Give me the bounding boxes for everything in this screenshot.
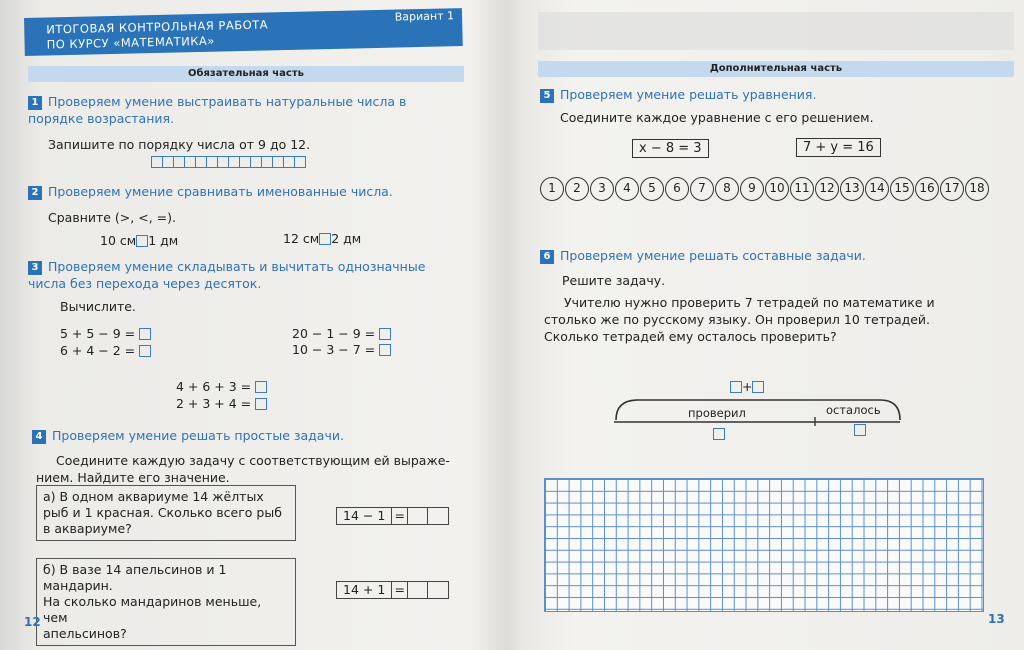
task-number: 4 xyxy=(32,430,46,444)
label-checked: проверил xyxy=(688,406,746,420)
compare-left-value: 12 см xyxy=(283,231,320,246)
task2-compare-1 xyxy=(100,232,178,249)
answer-box[interactable] xyxy=(752,381,764,393)
answer-cell[interactable] xyxy=(428,582,448,598)
number-circle[interactable]: 1 xyxy=(540,177,564,201)
task6-problem xyxy=(544,294,984,345)
expression-card-1[interactable] xyxy=(336,507,449,525)
compare-right-value: 2 дм xyxy=(331,231,362,246)
label-remaining: осталось xyxy=(826,403,881,417)
task6-heading-text: Проверяем умение решать составные задачи. xyxy=(560,248,866,263)
title-line-1: ИТОГОВАЯ КОНТРОЛЬНАЯ РАБОТА xyxy=(46,17,269,37)
task3-example-1 xyxy=(60,325,151,342)
task-number: 2 xyxy=(28,186,42,200)
number-circles xyxy=(540,177,989,201)
answer-cell[interactable] xyxy=(428,508,448,524)
number-circle[interactable]: 4 xyxy=(615,177,639,201)
answer-box[interactable] xyxy=(319,233,331,245)
number-circle[interactable]: 3 xyxy=(590,177,614,201)
task3-instruction: Вычислите. xyxy=(60,299,136,314)
task3-example-6 xyxy=(176,395,267,412)
compare-left-value: 10 см xyxy=(100,233,137,248)
task1-heading-text-b: порядке возрастания. xyxy=(28,111,174,126)
equation-card-2[interactable]: 7 + y = 16 xyxy=(796,138,881,157)
scheme-sum xyxy=(730,378,764,395)
task1-answer-cells[interactable] xyxy=(152,156,306,168)
expression: 10 − 3 − 7 = xyxy=(292,342,376,357)
answer-box[interactable] xyxy=(139,345,151,357)
answer-box[interactable] xyxy=(139,328,151,340)
problem-line: столько же по русскому языку. Он проверил 10 тетрадей. xyxy=(544,312,931,327)
number-circle[interactable]: 18 xyxy=(965,177,989,201)
task5-heading xyxy=(540,86,816,103)
number-circle[interactable]: 11 xyxy=(790,177,814,201)
problem-a-card[interactable] xyxy=(36,485,296,541)
task2-compare-2 xyxy=(283,230,361,247)
problem-b-line: б) В вазе 14 апельсинов и 1 мандарин. xyxy=(43,562,227,593)
task4-instruction-b: нием. Найдите его значение. xyxy=(36,470,230,485)
expression-text: 14 − 1 xyxy=(337,508,392,524)
task4-heading xyxy=(32,427,344,444)
answer-cell[interactable] xyxy=(408,582,428,598)
expression-text: 14 + 1 xyxy=(337,582,392,598)
task2-heading xyxy=(28,183,393,200)
number-circle[interactable]: 17 xyxy=(940,177,964,201)
task-number: 6 xyxy=(540,250,554,264)
number-circle[interactable]: 10 xyxy=(765,177,789,201)
task3-heading-text-b: числа без перехода через десяток. xyxy=(28,276,262,291)
answer-box[interactable] xyxy=(713,428,725,440)
task3-heading xyxy=(28,258,468,292)
title-line-2: ПО КУРСУ «МАТЕМАТИКА» xyxy=(46,33,215,52)
bleed-through-band xyxy=(538,12,1014,50)
problem-a-line: рыб и 1 красная. Сколько всего рыб xyxy=(43,505,282,520)
equals-sign: = xyxy=(392,582,408,598)
expression: 4 + 6 + 3 = xyxy=(176,379,252,394)
problem-b-card[interactable] xyxy=(36,558,296,646)
answer-cell[interactable] xyxy=(408,508,428,524)
task1-heading xyxy=(28,93,468,127)
problem-a-line: а) В одном аквариуме 14 жёлтых xyxy=(43,489,264,504)
page-number-right: 13 xyxy=(988,612,1005,626)
task6-heading xyxy=(540,247,866,264)
task3-example-5 xyxy=(176,378,267,395)
task4-heading-text: Проверяем умение решать простые задачи. xyxy=(52,428,344,443)
number-circle[interactable]: 6 xyxy=(665,177,689,201)
task3-heading-text-a: Проверяем умение складывать и вычитать однозначные xyxy=(48,259,426,274)
plus-sign: + xyxy=(742,379,753,394)
task4-instruction-a: Соедините каждую задачу с соответствующим ей выраже- xyxy=(56,453,450,468)
number-circle[interactable]: 13 xyxy=(840,177,864,201)
number-circle[interactable]: 9 xyxy=(740,177,764,201)
number-circle[interactable]: 14 xyxy=(865,177,889,201)
number-circle[interactable]: 15 xyxy=(890,177,914,201)
task1-heading-text-a: Проверяем умение выстраивать натуральные числа в xyxy=(48,94,407,109)
answer-box[interactable] xyxy=(255,398,267,410)
part-bar-additional: Дополнительная часть xyxy=(538,61,1014,77)
expression: 6 + 4 − 2 = xyxy=(60,343,136,358)
task3-example-3 xyxy=(292,325,391,342)
task-number: 3 xyxy=(28,261,42,275)
expression: 5 + 5 − 9 = xyxy=(60,326,136,341)
answer-box[interactable] xyxy=(379,328,391,340)
right-page xyxy=(510,0,1024,650)
expression: 20 − 1 − 9 = xyxy=(292,326,376,341)
number-circle[interactable]: 7 xyxy=(690,177,714,201)
task1-instruction: Запишите по порядку числа от 9 до 12. xyxy=(48,137,311,152)
answer-grid[interactable] xyxy=(544,478,984,612)
task5-instruction: Соедините каждое уравнение с его решением. xyxy=(560,110,874,125)
part-bar-mandatory: Обязательная часть xyxy=(28,66,464,82)
task2-heading-text: Проверяем умение сравнивать именованные числа. xyxy=(48,184,393,199)
task-number: 5 xyxy=(540,89,554,103)
problem-line: Сколько тетрадей ему осталось проверить? xyxy=(544,329,837,344)
left-page xyxy=(0,0,500,650)
number-circle[interactable]: 2 xyxy=(565,177,589,201)
task3-example-2 xyxy=(60,342,151,359)
task4-instruction xyxy=(36,452,476,486)
answer-box[interactable] xyxy=(255,381,267,393)
task5-heading-text: Проверяем умение решать уравнения. xyxy=(560,87,817,102)
expression: 2 + 3 + 4 = xyxy=(176,396,252,411)
number-circle[interactable]: 8 xyxy=(715,177,739,201)
equation-card-1[interactable]: x − 8 = 3 xyxy=(632,139,709,158)
expression-card-2[interactable] xyxy=(336,581,449,599)
answer-box[interactable] xyxy=(136,235,148,247)
answer-box[interactable] xyxy=(379,344,391,356)
number-circle[interactable]: 12 xyxy=(815,177,839,201)
answer-box[interactable] xyxy=(854,424,866,436)
problem-a-line: в аквариуме? xyxy=(43,521,132,536)
compare-right-value: 1 дм xyxy=(148,233,179,248)
problem-b-line: На сколько мандаринов меньше, чем xyxy=(43,594,262,625)
equals-sign: = xyxy=(392,508,408,524)
title-band xyxy=(24,8,463,56)
page-number-left: 12 xyxy=(24,615,41,629)
task-number: 1 xyxy=(28,96,42,110)
task6-instruction: Решите задачу. xyxy=(562,273,666,288)
task3-example-4 xyxy=(292,341,391,358)
problem-line: Учителю нужно проверить 7 тетрадей по математике и xyxy=(564,295,935,310)
number-circle[interactable]: 16 xyxy=(915,177,939,201)
variant-label: Вариант 1 xyxy=(394,9,455,24)
number-circle[interactable]: 5 xyxy=(640,177,664,201)
task2-instruction: Сравните (>, <, =). xyxy=(48,210,176,225)
answer-box[interactable] xyxy=(730,381,742,393)
problem-b-line: апельсинов? xyxy=(43,626,127,641)
